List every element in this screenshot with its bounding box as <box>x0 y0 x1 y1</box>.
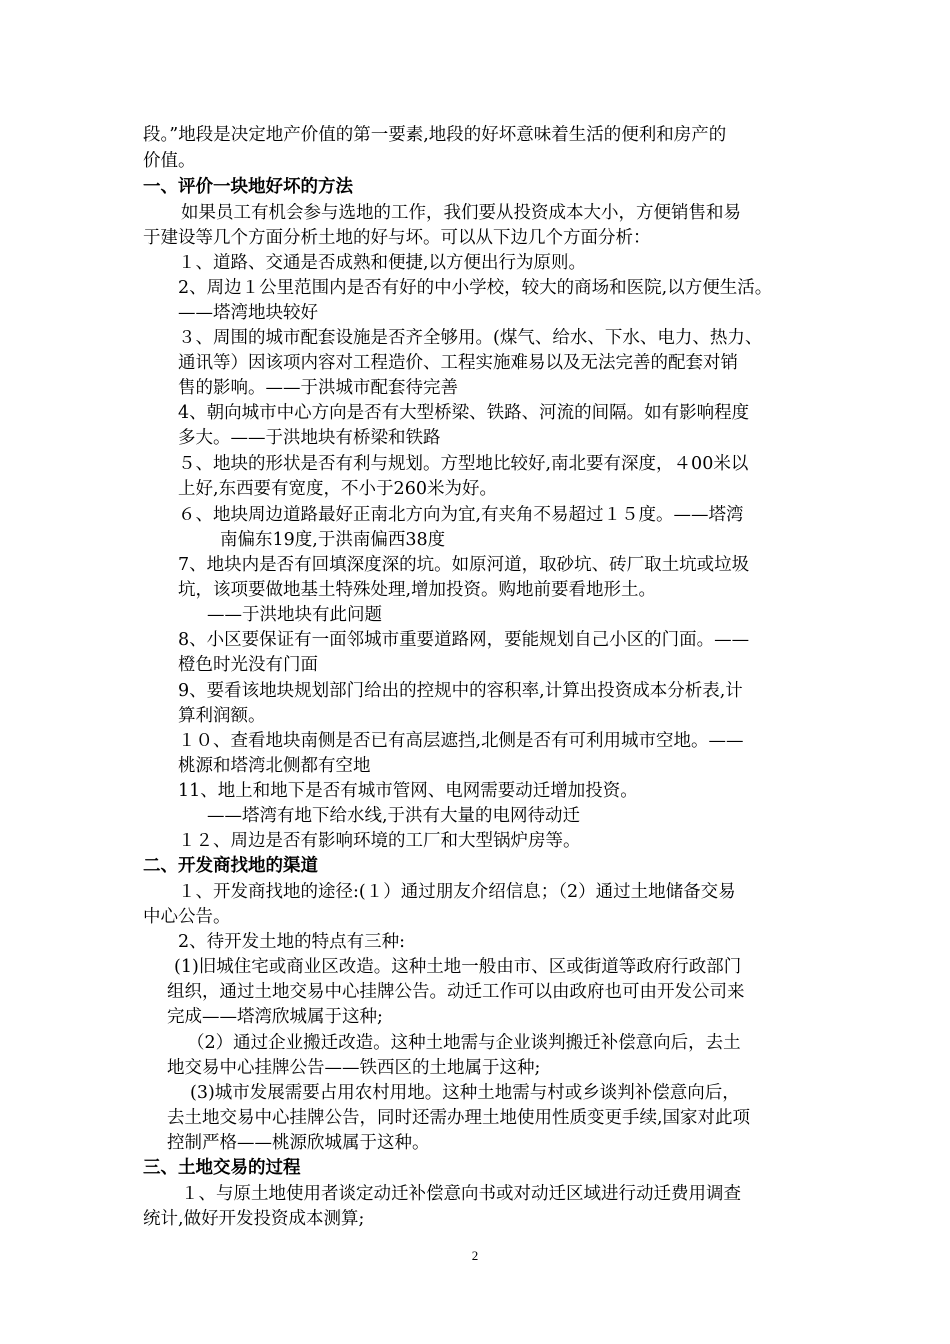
text-line: (1)旧城住宅或商业区改造。这种土地一般由市、区或街道等政府行政部门 <box>174 957 742 977</box>
text-line: 完成——塔湾欣城属于这种; <box>167 1007 383 1027</box>
section-heading-2: 二、开发商找地的渠道 <box>143 856 318 876</box>
section-heading-3: 三、土地交易的过程 <box>143 1158 301 1178</box>
text-line: 中心公告。 <box>143 907 231 927</box>
text-line: 售的影响。——于洪城市配套待完善 <box>178 378 458 398</box>
text-line: １、与原土地使用者谈定动迁补偿意向书或对动迁区域进行动迁费用调查 <box>181 1184 741 1204</box>
list-item-note: ——于洪地块有此问题 <box>207 605 382 625</box>
list-item: １０、查看地块南侧是否已有高层遮挡,北侧是否有可利用城市空地。—— <box>178 731 744 751</box>
section-heading-1: 一、评价一块地好坏的方法 <box>143 177 353 197</box>
text-line: 算利润额。 <box>178 706 266 726</box>
text-line: （2）通过企业搬迁改造。这种土地需与企业谈判搬迁补偿意向后，去土 <box>187 1033 741 1053</box>
list-item: 4、朝向城市中心方向是否有大型桥梁、铁路、河流的间隔。如有影响程度 <box>178 403 750 423</box>
list-item: １、道路、交通是否成熟和便捷,以方便出行为原则。 <box>178 253 587 273</box>
text-line: 多大。——于洪地块有桥梁和铁路 <box>178 428 441 448</box>
text-line: １、开发商找地的途径:(１）通过朋友介绍信息；（2）通过土地储备交易 <box>178 882 736 902</box>
text-line: 地交易中心挂牌公告——铁西区的土地属于这种; <box>167 1058 541 1078</box>
text-line: 如果员工有机会参与选地的工作，我们要从投资成本大小，方便销售和易 <box>181 203 741 223</box>
text-line: 坑，该项要做地基土特殊处理,增加投资。购地前要看地形土。 <box>178 580 657 600</box>
list-item: 11、地上和地下是否有城市管网、电网需要动迁增加投资。 <box>178 781 638 801</box>
list-item: ３、周围的城市配套设施是否齐全够用。(煤气、给水、下水、电力、热力、 <box>178 328 763 348</box>
list-item-note: ——塔湾有地下给水线,于洪有大量的电网待动迁 <box>207 806 581 826</box>
list-item: 7、地块内是否有回填深度深的坑。如原河道，取砂坑、砖厂取土坑或垃圾 <box>178 555 750 575</box>
text-line: 段。”地段是决定地产价值的第一要素,地段的好坏意味着生活的便利和房产的 <box>143 125 727 145</box>
list-item-note: ——塔湾地块较好 <box>178 303 318 323</box>
text-line: 2、待开发土地的特点有三种: <box>178 932 406 952</box>
text-line: 去土地交易中心挂牌公告，同时还需办理土地使用性质变更手续,国家对此项 <box>167 1108 751 1128</box>
text-line: 价值。 <box>143 151 196 171</box>
list-item: ５、地块的形状是否有利与规划。方型地比较好,南北要有深度，４00米以 <box>178 454 749 474</box>
text-line: 上好,东西要有宽度，不小于260米为好。 <box>178 479 497 499</box>
text-line: 于建设等几个方面分析土地的好与坏。可以从下边几个方面分析： <box>143 228 651 248</box>
text-line: 统计,做好开发投资成本测算; <box>143 1209 365 1229</box>
list-item: 2、周边１公里范围内是否有好的中小学校，较大的商场和医院,以方便生活。 <box>178 278 773 298</box>
text-line: 控制严格——桃源欣城属于这种。 <box>167 1133 430 1153</box>
page-number: 2 <box>471 1248 479 1263</box>
list-item: 8、小区要保证有一面邻城市重要道路网，要能规划自己小区的门面。—— <box>178 630 750 650</box>
text-line: 通讯等）因该项内容对工程造价、工程实施难易以及无法完善的配套对销 <box>178 353 738 373</box>
text-line: 组织，通过土地交易中心挂牌公告。动迁工作可以由政府也可由开发公司来 <box>167 982 745 1002</box>
text-line: (3)城市发展需要占用农村用地。这种土地需与村或乡谈判补偿意向后， <box>190 1083 740 1103</box>
list-item: １２、周边是否有影响环境的工厂和大型锅炉房等。 <box>178 831 581 851</box>
list-item: 9、要看该地块规划部门给出的控规中的容积率,计算出投资成本分析表,计 <box>178 681 743 701</box>
list-item-note: 南偏东19度,于洪南偏西38度 <box>220 530 446 550</box>
list-item: ６、地块周边道路最好正南北方向为宜,有夹角不易超过１５度。——塔湾 <box>178 505 744 525</box>
list-item-note: 桃源和塔湾北侧都有空地 <box>178 756 371 776</box>
list-item-note: 橙色时光没有门面 <box>178 655 318 675</box>
